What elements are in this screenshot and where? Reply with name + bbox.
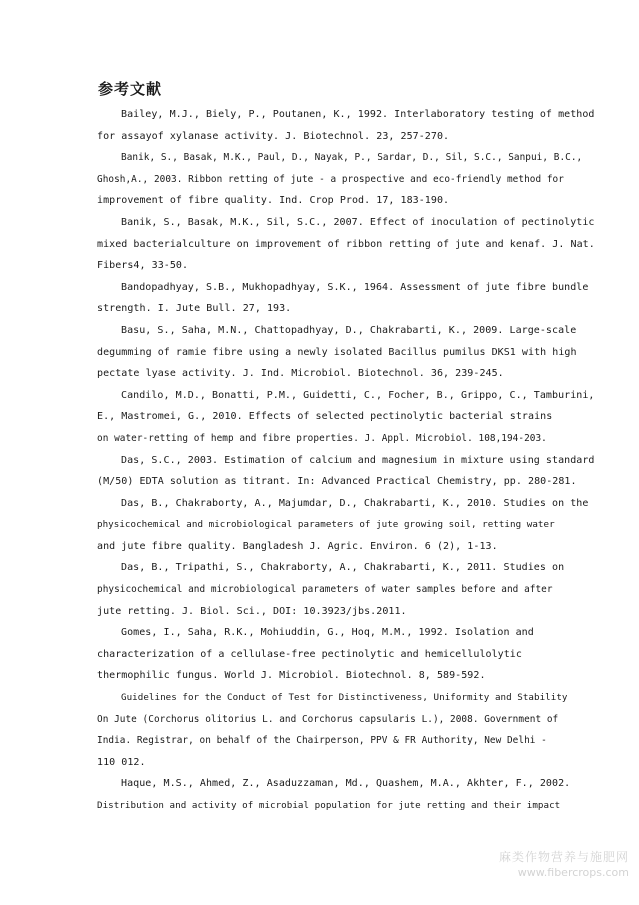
reference-line: for assayof xylanase activity. J. Biotechnol. 23, 257-270. — [97, 130, 450, 142]
reference-line: physicochemical and microbiological parameters of jute growing soil, retting water — [97, 519, 555, 531]
reference-entry — [97, 385, 595, 450]
reference-entry — [97, 622, 543, 687]
reference-line: on water-retting of hemp and fibre properties. J. Appl. Microbiol. 108,194-203. — [97, 432, 547, 444]
reference-line: India. Registrar, on behalf of the Chairperson, PPV & FR Authority, New Delhi - — [97, 735, 547, 747]
reference-line: thermophilic fungus. World J. Microbiol. Biotechnol. 8, 589-592. — [97, 670, 486, 682]
reference-line: Das, S.C., 2003. Estimation of calcium and magnesium in mixture using standard — [121, 454, 595, 466]
reference-entry — [97, 493, 589, 558]
reference-line: Candilo, M.D., Bonatti, P.M., Guidetti, C., Focher, B., Grippo, C., Tamburini, — [121, 389, 595, 401]
reference-line: jute retting. J. Biol. Sci., DOI: 10.3923/jbs.2011. — [97, 605, 407, 617]
reference-line: Ghosh,A., 2003. Ribbon retting of jute - a prospective and eco-friendly method for — [97, 173, 564, 185]
site-watermark — [499, 848, 629, 879]
reference-line: (M/50) EDTA solution as titrant. In: Advanced Practical Chemistry, pp. 280-281. — [97, 476, 577, 488]
reference-line: Banik, S., Basak, M.K., Paul, D., Nayak, P., Sardar, D., Sil, S.C., Sanpui, B.C., — [121, 152, 583, 164]
reference-line: Banik, S., Basak, M.K., Sil, S.C., 2007. Effect of inoculation of pectinolytic — [121, 216, 595, 228]
reference-line: 110 012. — [97, 756, 146, 768]
reference-line: physicochemical and microbiological parameters of water samples before and after — [97, 584, 553, 596]
reference-line: degumming of ramie fibre using a newly isolated Bacillus pumilus DKS1 with high — [97, 346, 577, 358]
reference-line: Bailey, M.J., Biely, P., Poutanen, K., 1992. Interlaboratory testing of method — [121, 109, 595, 120]
reference-line: Fibers4, 33-50. — [97, 260, 189, 272]
references-list — [97, 104, 595, 817]
reference-line: On Jute (Corchorus olitorius L. and Corchorus capsularis L.), 2008. Government of — [97, 713, 559, 725]
reference-entry — [97, 557, 565, 622]
reference-entry — [97, 773, 571, 816]
reference-entry — [97, 687, 568, 773]
reference-line: E., Mastromei, G., 2010. Effects of selected pectinolytic bacterial strains — [97, 411, 553, 423]
reference-line: strength. I. Jute Bull. 27, 193. — [97, 303, 292, 315]
references-heading: 参考文献 — [98, 80, 163, 98]
reference-line: Distribution and activity of microbial population for jute retting and their impact — [97, 800, 561, 811]
reference-entry — [97, 104, 595, 147]
reference-entry — [97, 320, 577, 385]
reference-line: mixed bacterialculture on improvement of ribbon retting of jute and kenaf. J. Nat. — [97, 238, 595, 250]
watermark-title: 麻类作物营养与施肥网 — [498, 850, 629, 864]
reference-line: Das, B., Tripathi, S., Chakraborty, A., Chakrabarti, K., 2011. Studies on — [121, 562, 565, 574]
reference-line: Guidelines for the Conduct of Test for Distinctiveness, Uniformity and Stability — [121, 692, 568, 704]
reference-line: Basu, S., Saha, M.N., Chattopadhyay, D., Chakrabarti, K., 2009. Large-scale — [121, 324, 577, 336]
reference-line: Gomes, I., Saha, R.K., Mohiuddin, G., Hoq, M.M., 1992. Isolation and — [121, 627, 534, 639]
reference-entry — [97, 147, 583, 212]
reference-entry — [97, 450, 595, 493]
reference-entry — [97, 277, 589, 320]
watermark-url: www.fibercrops.com — [517, 866, 629, 879]
reference-line: and jute fibre quality. Bangladesh J. Agric. Environ. 6 (2), 1-13. — [97, 540, 498, 552]
reference-line: Das, B., Chakraborty, A., Majumdar, D., Chakrabarti, K., 2010. Studies on the — [121, 497, 589, 509]
reference-line: Haque, M.S., Ahmed, Z., Asaduzzaman, Md., Quashem, M.A., Akhter, F., 2002. — [121, 778, 571, 790]
reference-line: Bandopadhyay, S.B., Mukhopadhyay, S.K., 1964. Assessment of jute fibre bundle — [121, 281, 589, 293]
reference-entry — [97, 212, 595, 277]
reference-line: pectate lyase activity. J. Ind. Microbiol. Biotechnol. 36, 239-245. — [97, 368, 504, 380]
reference-line: characterization of a cellulase-free pectinolytic and hemicellulolytic — [97, 648, 522, 660]
reference-line: improvement of fibre quality. Ind. Crop Prod. 17, 183-190. — [97, 195, 450, 207]
